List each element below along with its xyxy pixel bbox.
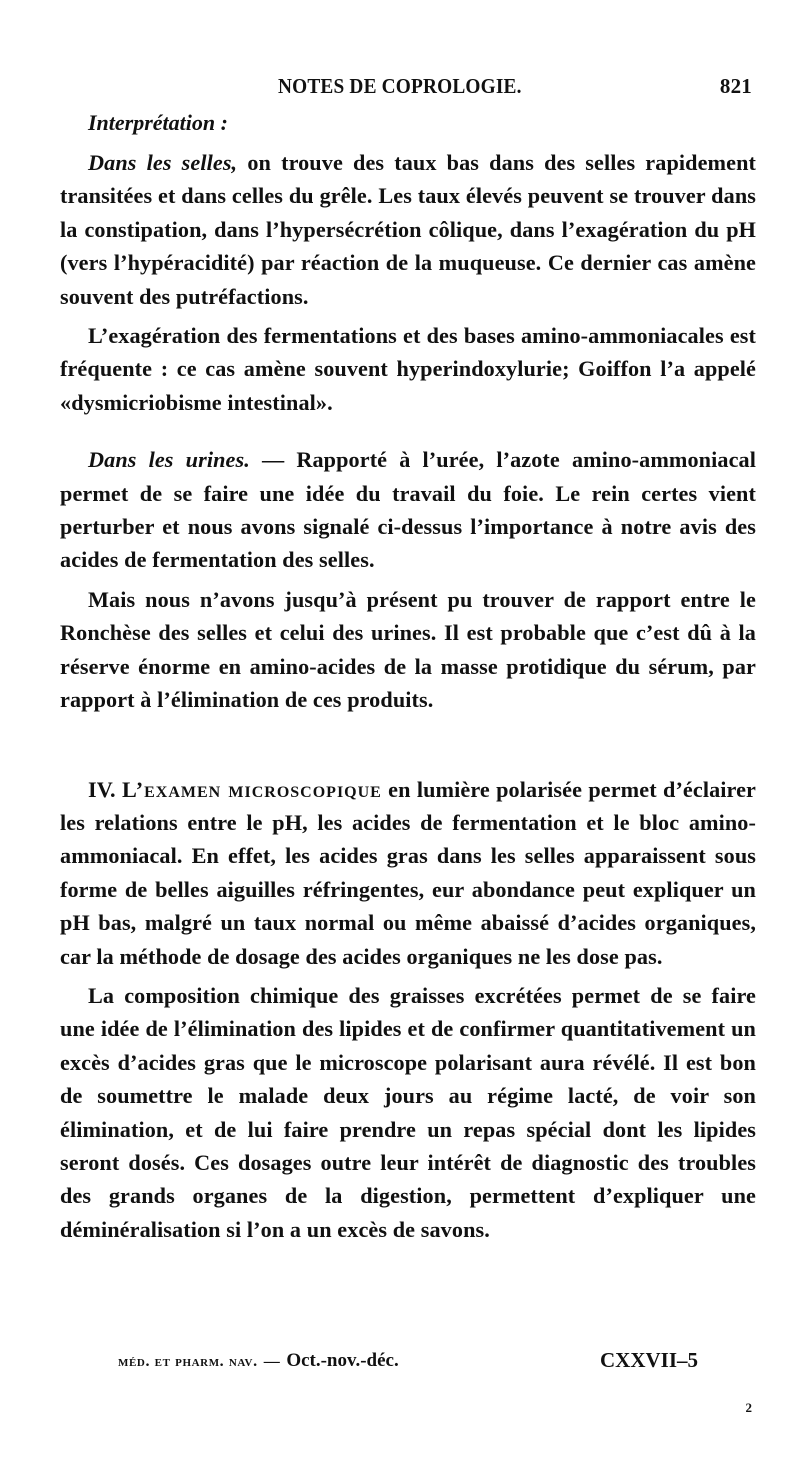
paragraph-selles <box>60 146 756 313</box>
paragraph-examen-microscopique <box>60 773 756 973</box>
issue-date: Oct.-nov.-déc. <box>286 1350 399 1371</box>
section-number: IV. <box>88 776 122 802</box>
page-footer <box>60 1350 756 1380</box>
running-header <box>60 62 756 102</box>
page-content <box>60 62 756 1246</box>
paragraph-text: on trouve des taux bas dans des selles rapidement transitées et dans celles du grêle. Les taux élevés peuvent se trouver dans la constipation, dans l’hypersécrétion côlique, dans l’exagération du pH (vers l’hypéracidité) par réaction de la muqueuse. Ce dernier cas amène souvent des putréfactions. <box>60 150 756 309</box>
sheet-mark: 2 <box>745 1400 752 1415</box>
paragraph-text: La composition chimique des graisses excrétées permet de se faire une idée de l’élimination des lipides et de confirmer quantitativement un excès d’acides gras que le microscope polarisant aura révélé. Il est bon de soumettre le malade deux jours au régime lacté, de voir son élimination, et de lui faire prendre un repas spécial dont les lipides seront dosés. Ces dosages outre leur intérêt de diagnostic des troubles des grands organes de la digestion, permettent d’expliquer une déminéralisation si l’on a un excès de savons. <box>60 982 756 1242</box>
paragraph-lead: Dans les urines. <box>88 447 250 473</box>
paragraph-text: en lumière polarisée permet d’éclairer les relations entre le pH, les acides de fermentation et le bloc amino-ammoniacal. En effet, les acides gras dans les selles apparaissent sous forme de belles aiguilles réfringentes, eur abondance peut expliquer un pH bas, malgré un taux normal ou même abaissé d’acides organiques, car la méthode de dosage des acides organiques ne les dose pas. <box>60 776 756 969</box>
paragraph-ronchese <box>60 583 756 717</box>
paragraph-lead: Dans les selles, <box>88 150 238 175</box>
section-heading: L’examen microscopique <box>121 776 382 802</box>
journal-name <box>118 1350 399 1372</box>
running-title: NOTES DE COPROLOGIE. <box>278 74 522 98</box>
footer-dash: — <box>263 1353 281 1370</box>
paragraph-text: L’exagération des fermentations et des bases amino-ammoniacales est fréquente : ce cas amène souvent hyperindoxylurie; Goiffon l’a appelé «dysmicriobisme intestinal». <box>60 323 756 415</box>
paragraph-text: — Rapporté à l’urée, l’azote amino-ammoniacal permet de se faire une idée du travail du foie. Le rein certes vient perturber et nous avons signalé ci-dessus l’importance à notre avis des acides de fermentation des selles. <box>60 447 756 573</box>
journal-abbrev: méd. et pharm. nav. <box>118 1353 258 1370</box>
paragraph-urines <box>60 443 756 577</box>
page-number: 821 <box>719 74 752 98</box>
paragraph-text: Mais nous n’avons jusqu’à présent pu trouver de rapport entre le Ronchèse des selles et celui des urines. Il est probable que c’est dû à la réserve énorme en amino-acides de la masse protidique du sérum, par rapport à l’élimination de ces produits. <box>60 586 756 713</box>
paragraph-graisses <box>60 979 756 1246</box>
section-title: Interprétation : <box>88 110 228 135</box>
paragraph-fermentations <box>60 319 756 419</box>
signature-mark: CXXVII–5 <box>599 1348 698 1372</box>
